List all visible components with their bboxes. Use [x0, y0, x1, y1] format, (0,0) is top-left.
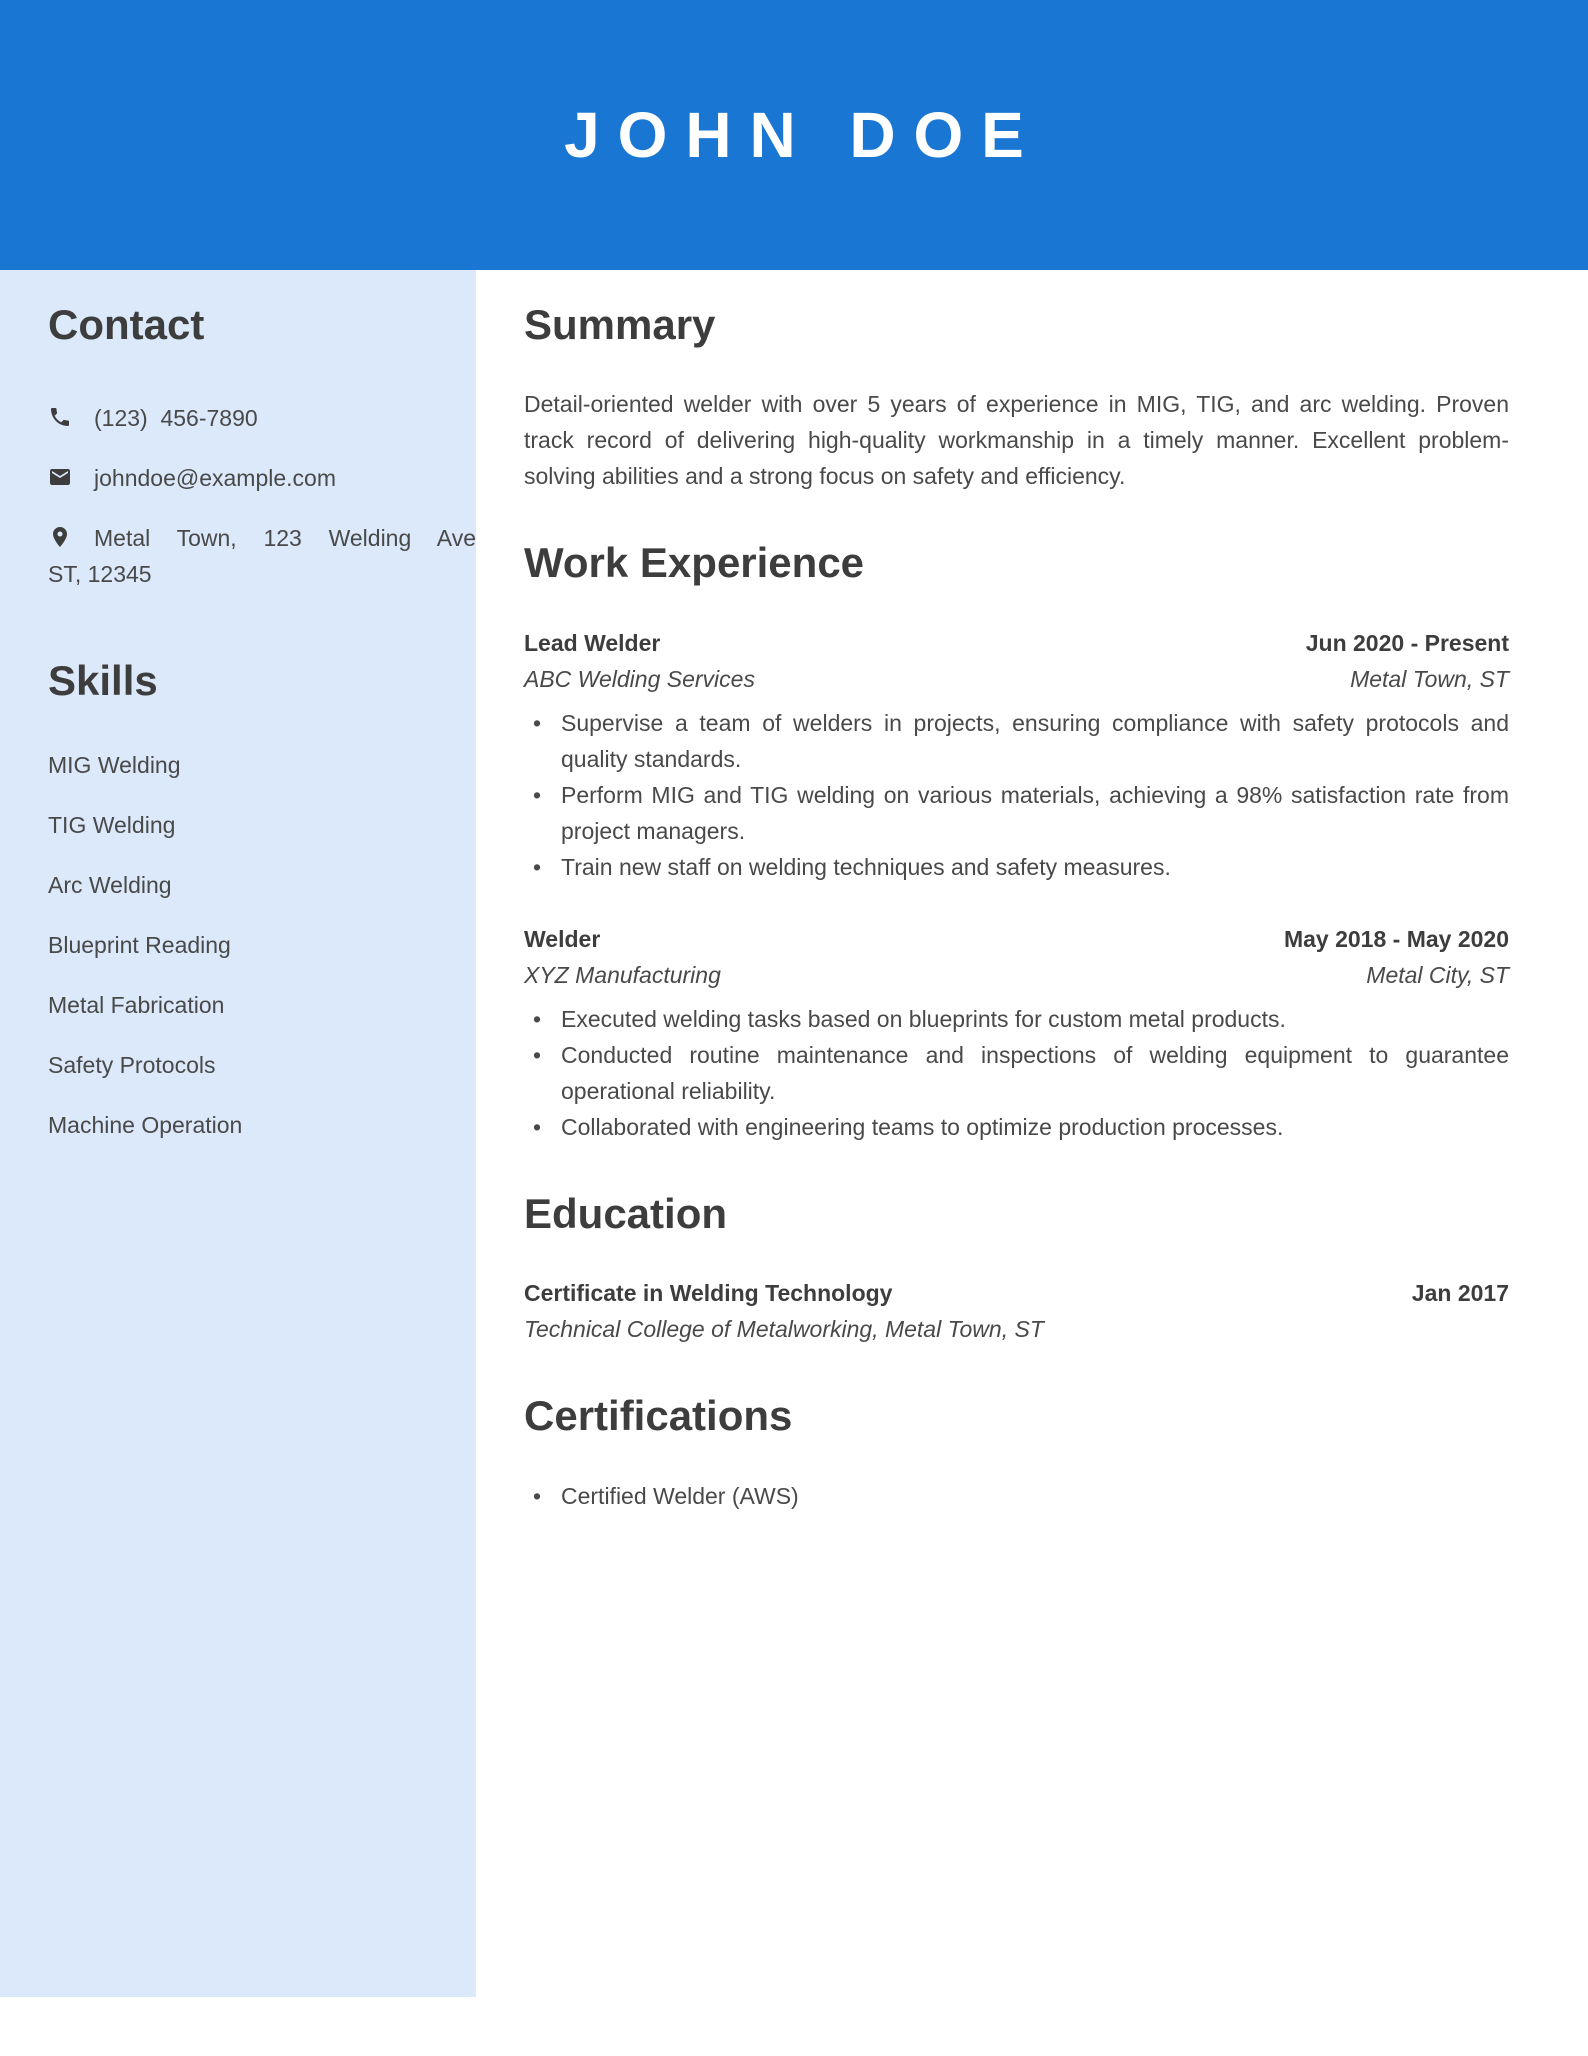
education-heading: Education: [524, 1189, 728, 1237]
skills-section: [48, 656, 476, 1142]
job-header: [524, 921, 1509, 957]
job-bullet: • Conducted routine maintenance and inspections of welding equipment to guarantee operational reliability.: [524, 1037, 1509, 1109]
job-location: Metal City, ST: [1366, 961, 1509, 988]
education-entry: [524, 1275, 1509, 1347]
skills-heading: Skills: [48, 657, 158, 705]
job-bullet: • Perform MIG and TIG welding on various materials, achieving a 98% satisfaction rate from project managers.: [524, 777, 1509, 849]
job-bullet: • Collaborated with engineering teams to optimize production processes.: [524, 1109, 1509, 1145]
job-subheader: [524, 661, 1509, 697]
summary-text: Detail-oriented welder with over 5 years of experience in MIG, TIG, and arc welding. Proven track record of delivering high-quality workmanship in a timely manner. Excellent problem-solving abilities and a strong focus on safety and efficiency.: [524, 391, 1509, 490]
job-bullet-list: [524, 705, 1509, 885]
work-experience-heading: Work Experience: [524, 539, 865, 587]
contact-email: [48, 460, 476, 496]
skill-item: MIG Welding: [48, 751, 181, 778]
certifications-heading: Certifications: [524, 1392, 793, 1440]
location-pin-icon: [48, 523, 72, 547]
job-position: Welder: [524, 925, 601, 952]
job-bullet: • Supervise a team of welders in projects, ensuring compliance with safety protocols and quality standards.: [524, 705, 1509, 777]
contact-heading: Contact: [48, 301, 205, 348]
envelope-icon: [48, 463, 72, 487]
body-columns: [0, 270, 1588, 1997]
education-section: [524, 1189, 1509, 1347]
education-school: Technical College of Metalworking, Metal Town, ST: [524, 1316, 1044, 1343]
summary-section: [524, 300, 1509, 494]
summary-heading: Summary: [524, 301, 716, 348]
header-banner: [0, 0, 1588, 270]
skills-list: [48, 747, 476, 1143]
contact-email-value: johndoe@example.com: [94, 465, 336, 492]
certifications-section: [524, 1391, 1509, 1513]
job-bullet: • Executed welding tasks based on blueprints for custom metal products.: [524, 1001, 1509, 1037]
skill-item: Arc Welding: [48, 871, 172, 898]
sidebar: [0, 270, 476, 1997]
contact-address: [48, 520, 476, 556]
contact-list: [48, 400, 476, 592]
job-company: XYZ Manufacturing: [524, 961, 721, 988]
job-location: Metal Town, ST: [1350, 665, 1509, 692]
job-entry-welder: [524, 921, 1509, 1145]
job-header: [524, 625, 1509, 661]
education-date: Jan 2017: [1411, 1280, 1509, 1307]
job-company: ABC Welding Services: [524, 665, 755, 692]
skill-item: TIG Welding: [48, 811, 176, 838]
main-content: [476, 270, 1588, 1997]
work-experience-section: [524, 538, 1509, 1144]
contact-phone-value: (123) 456-7890: [94, 405, 258, 432]
job-subheader: [524, 957, 1509, 993]
skill-item: Safety Protocols: [48, 1051, 216, 1078]
contact-address-line1: Metal Town, 123 Welding Ave: [94, 525, 476, 552]
skill-item: Blueprint Reading: [48, 931, 231, 958]
job-entry-lead-welder: [524, 625, 1509, 885]
certification-item: • Certified Welder (AWS): [524, 1478, 1509, 1514]
contact-address-line2: ST, 12345: [48, 561, 152, 588]
skill-item: Metal Fabrication: [48, 991, 225, 1018]
skill-item: Machine Operation: [48, 1111, 243, 1138]
job-dates: Jun 2020 - Present: [1305, 629, 1509, 656]
contact-section: [48, 300, 476, 592]
certifications-list: [524, 1478, 1509, 1514]
phone-icon: [48, 403, 72, 427]
job-bullet-list: [524, 1001, 1509, 1145]
education-degree: Certificate in Welding Technology: [524, 1280, 893, 1307]
job-position: Lead Welder: [524, 629, 661, 656]
education-header: [524, 1275, 1509, 1311]
job-bullet: • Train new staff on welding techniques and safety measures.: [524, 849, 1509, 885]
contact-phone: [48, 400, 476, 436]
name-title: JOHN DOE: [564, 99, 1042, 171]
job-dates: May 2018 - May 2020: [1283, 925, 1509, 952]
education-subheader: [524, 1311, 1509, 1347]
